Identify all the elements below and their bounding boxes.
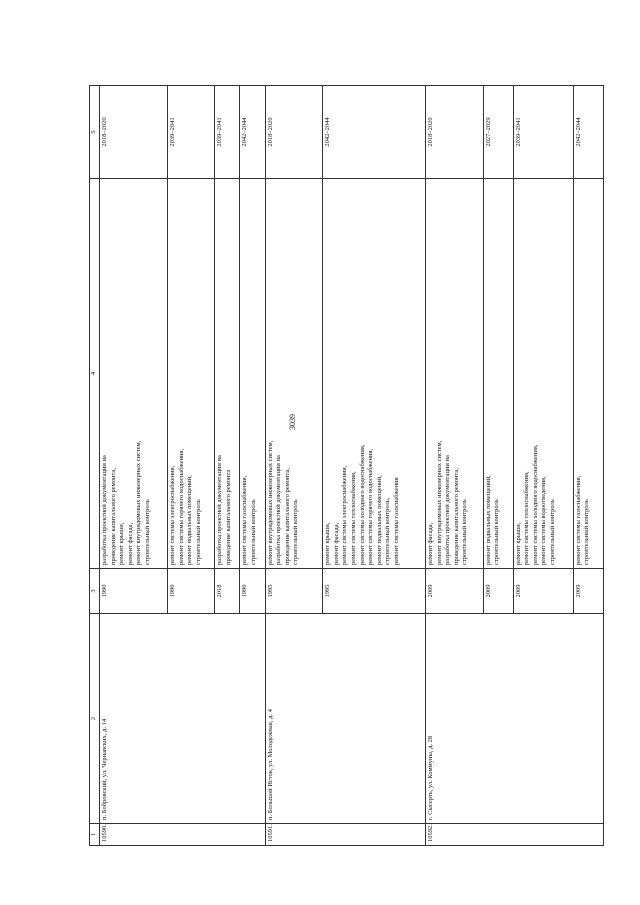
work-item: ремонт внутридомовых инженерных систем, [435, 440, 443, 565]
work-item: ремонт подвальных помещений, [375, 475, 383, 565]
works-cell [483, 179, 513, 569]
year-cell: 2009 [483, 569, 513, 614]
work-item: ремонт системы теплоснабжения, [349, 471, 357, 565]
repair-schedule-table [89, 85, 604, 846]
period-cell: 2039–2041 [215, 86, 240, 179]
period-cell: 2039–2041 [513, 86, 573, 179]
work-item: строительный контроль [143, 499, 151, 565]
period-cell: 2039–2041 [168, 86, 215, 179]
work-item: ремонт фасада, [332, 522, 340, 565]
period-cell: 2018–2020 [425, 86, 483, 179]
works-cell [573, 179, 603, 569]
period-cell: 2042–2044 [573, 86, 603, 179]
period-cell: 2042–2044 [323, 86, 426, 179]
year-cell: 2009 [513, 569, 573, 614]
year-cell: 2009 [573, 569, 603, 614]
work-item: строительный контроль [549, 499, 557, 565]
work-item: строительный контроль [583, 499, 591, 565]
work-item: ремонт крыши, [514, 522, 522, 565]
work-item: ремонт внутридомовых инженерных систем, [135, 440, 143, 565]
work-item: ремонт подвальных помещений, [186, 475, 194, 565]
header-cell-4: 4 [90, 179, 100, 569]
work-item: ремонт крыши, [118, 522, 126, 565]
works-cell [265, 179, 323, 569]
year-cell: 1990 [100, 569, 168, 614]
work-item: проведение капитального ремонта, [109, 468, 117, 565]
year-cell: 2018 [215, 569, 240, 614]
period-cell: 2042–2044 [240, 86, 265, 179]
header-row [90, 86, 100, 846]
work-item: ремонт системы горячего водоснабжения, [367, 448, 375, 565]
work-item: ремонт фасада, [126, 522, 134, 565]
works-cell [323, 179, 426, 569]
table-row [100, 86, 168, 846]
row-number: 10590. [100, 824, 266, 846]
building-address: г. Сысерть, ул. Коммуны, д. 28 [425, 614, 603, 824]
year-cell: 1995 [265, 569, 323, 614]
works-cell [425, 179, 483, 569]
year-cell: 1995 [323, 569, 426, 614]
row-number: 10592. [425, 824, 603, 846]
works-cell [215, 179, 240, 569]
work-item: ремонт системы теплоснабжения, [523, 471, 531, 565]
work-item: разработка проектной документации на [275, 455, 283, 565]
work-item: ремонт внутридомовых инженерных систем, [266, 440, 274, 565]
work-item: разработка проектной документации на [216, 455, 224, 565]
header-cell-1: 1 [90, 824, 100, 846]
work-item: проведение капитального ремонта, [283, 468, 291, 565]
page-number: 3039 [288, 414, 297, 430]
period-cell: 2018–2020 [100, 86, 168, 179]
header-cell-5: 5 [90, 86, 100, 179]
work-item: ремонт системы газоснабжения, [574, 475, 582, 565]
work-item: ремонт системы водоотведения, [540, 476, 548, 565]
work-item: строительный контроль [292, 499, 300, 565]
period-cell: 2027–2029 [483, 86, 513, 179]
work-item: ремонт системы газоснабжения, [241, 475, 249, 565]
work-item: ремонт крыши, [324, 522, 332, 565]
work-item: ремонт системы холодного водоснабжения, [531, 444, 539, 565]
year-cell: 2009 [425, 569, 483, 614]
works-cell [168, 179, 215, 569]
works-cell [513, 179, 573, 569]
period-cell: 2018–2020 [265, 86, 323, 179]
header-cell-2: 2 [90, 614, 100, 824]
works-cell [240, 179, 265, 569]
work-item: разработка проектной документации на [444, 455, 452, 565]
work-item: строительный контроль [249, 499, 257, 565]
table-body [100, 86, 604, 846]
work-item: строительный контроль [195, 499, 202, 565]
works-cell [100, 179, 168, 569]
work-item: ремонт системы электроснабжения, [169, 465, 177, 565]
work-item: строительный контроль, [384, 497, 392, 565]
work-item: проведение капитального ремонта, [452, 468, 460, 565]
year-cell: 1990 [168, 569, 215, 614]
work-item: ремонт системы газоснабжения [392, 477, 400, 565]
work-item: строительный контроль [461, 499, 469, 565]
work-item: ремонт системы горячего водоснабжения, [177, 448, 185, 565]
work-item: проведение капитального ремонта [224, 469, 232, 565]
header-cell-3: 3 [90, 569, 100, 614]
work-item: ремонт системы электроснабжения, [341, 465, 349, 565]
building-address: п. Большой Исток, ул. Молодежная, д. 4 [265, 614, 425, 824]
table-container [89, 86, 604, 846]
work-item: ремонт системы холодного водоснабжения, [358, 444, 366, 565]
work-item: ремонт фасада, [426, 522, 434, 565]
work-item: разработка проектной документации на [101, 455, 108, 565]
table-row [425, 86, 483, 846]
year-cell: 1990 [240, 569, 265, 614]
row-number: 10591. [265, 824, 425, 846]
work-item: строительный контроль [493, 499, 501, 565]
building-address: п. Бобровский, ул. Чернавских, д. 14 [100, 614, 266, 824]
work-item: ремонт подвальных помещений, [484, 475, 492, 565]
table-row [265, 86, 323, 846]
